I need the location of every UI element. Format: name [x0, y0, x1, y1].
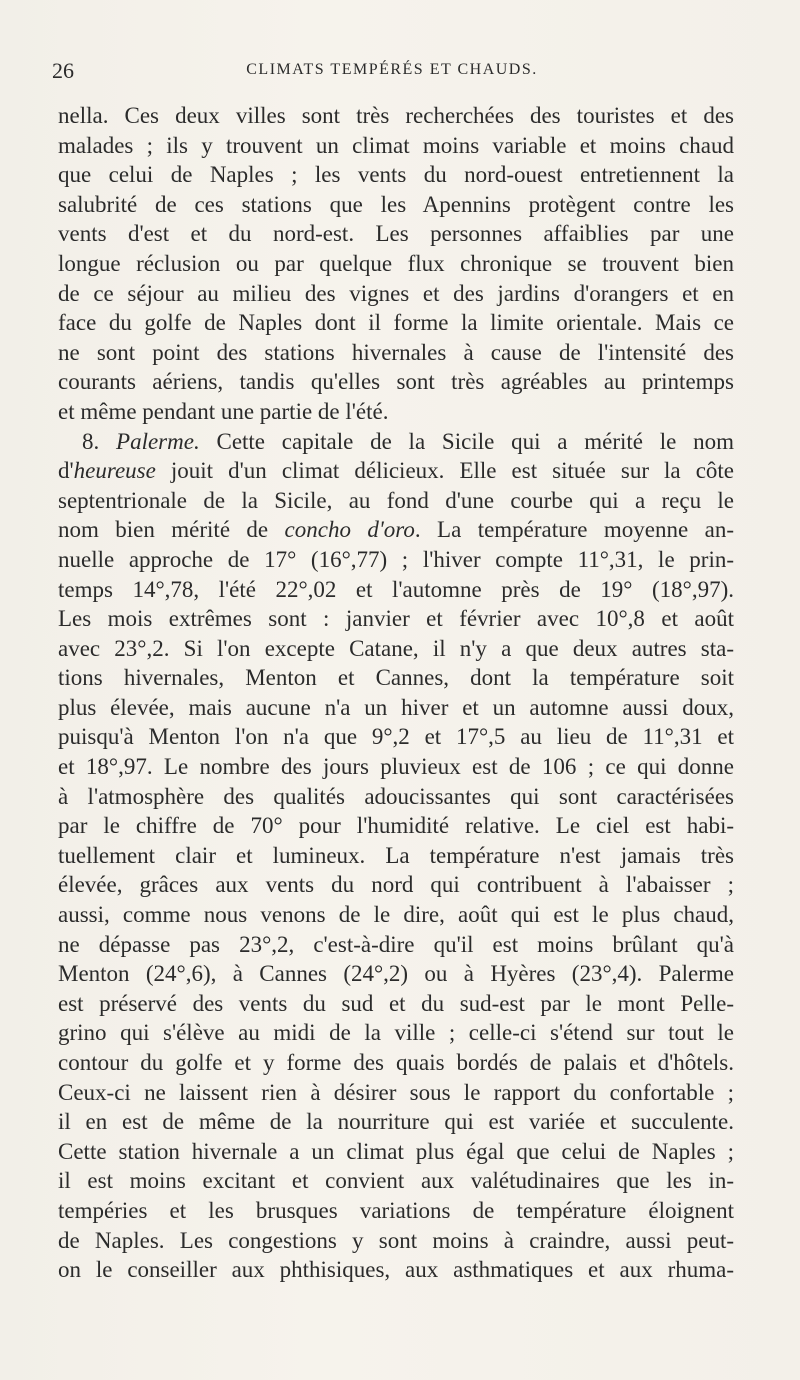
- text-line: par le chiffre de 70° pour l'humidité relative. Le ciel est habi-: [58, 813, 734, 839]
- text-line: tions hivernales, Menton et Cannes, dont la température soit: [58, 665, 734, 691]
- text-line: est préservé des vents du sud et du sud-est par le mont Pelle-: [58, 990, 734, 1016]
- section-title-italic: Palerme.: [116, 428, 200, 454]
- text-line: tempéries et les brusques variations de température éloignent: [58, 1197, 734, 1223]
- text-line: aussi, comme nous venons de le dire, août qui est le plus chaud,: [58, 902, 734, 928]
- text-run: jouit d'un climat délicieux. Elle est située sur la côte: [155, 458, 734, 484]
- page-number: 26: [52, 58, 74, 83]
- text-line: et 18°,97. Le nombre des jours pluvieux est de 106 ; ce qui donne: [58, 754, 734, 780]
- text-run: . La température moyenne an-: [414, 517, 734, 543]
- text-line: septentrionale de la Sicile, au fond d'une courbe qui a reçu le: [58, 487, 734, 513]
- text-line: malades ; ils y trouvent un climat moins variable et moins chaud: [58, 132, 734, 158]
- page-header: [52, 58, 732, 88]
- italic-term: heureuse: [73, 458, 156, 484]
- text-line: tuellement clair et lumineux. La température n'est jamais très: [58, 842, 734, 868]
- text-line: grino qui s'élève au midi de la ville ; celle-ci s'étend sur tout le: [58, 1020, 734, 1046]
- text-run: 8.: [82, 428, 117, 454]
- italic-term: concho d'oro: [284, 517, 415, 543]
- text-line: puisqu'à Menton l'on n'a que 9°,2 et 17°,5 au lieu de 11°,31 et: [58, 724, 734, 750]
- text-line: [58, 515, 734, 545]
- text-line: de ce séjour au milieu des vignes et des jardins d'orangers et en: [58, 280, 734, 306]
- text-line: Ceux-ci ne laissent rien à désirer sous le rapport du confortable ;: [58, 1079, 734, 1105]
- text-line: Menton (24°,6), à Cannes (24°,2) ou à Hyères (23°,4). Palerme: [58, 961, 734, 987]
- text-line: Cette station hivernale a un climat plus égal que celui de Naples ;: [58, 1138, 734, 1164]
- body-text: [58, 101, 734, 1285]
- text-line: que celui de Naples ; les vents du nord-ouest entretiennent la: [58, 162, 734, 188]
- text-run: nom bien mérité de: [58, 517, 285, 543]
- text-line: il en est de même de la nourriture qui est variée et succulente.: [58, 1109, 734, 1135]
- text-line: plus élevée, mais aucune n'a un hiver et un automne aussi doux,: [58, 694, 734, 720]
- text-line: à l'atmosphère des qualités adoucissantes qui sont caractérisées: [58, 783, 734, 809]
- text-line: [58, 456, 734, 486]
- text-line: il est moins excitant et convient aux valétudinaires que les in-: [58, 1168, 734, 1194]
- text-line: face du golfe de Naples dont il forme la limite orientale. Mais ce: [58, 310, 734, 336]
- text-line: ne sont point des stations hivernales à cause de l'intensité des: [58, 339, 734, 365]
- text-line: nella. Ces deux villes sont très recherchées des touristes et des: [58, 103, 734, 128]
- text-line: de Naples. Les congestions y sont moins à craindre, aussi peut-: [58, 1227, 734, 1253]
- running-head: CLIMATS TEMPÉRÉS ET CHAUDS.: [246, 61, 538, 78]
- text-line: temps 14°,78, l'été 22°,02 et l'automne près de 19° (18°,97).: [58, 576, 734, 602]
- text-line: ne dépasse pas 23°,2, c'est-à-dire qu'il est moins brûlant qu'à: [58, 931, 734, 957]
- text-line: salubrité de ces stations que les Apennins protègent contre les: [58, 191, 734, 217]
- text-line: [58, 427, 734, 457]
- text-line: avec 23°,2. Si l'on excepte Catane, il n'y a que deux autres sta-: [58, 635, 734, 661]
- text-run: Cette capitale de la Sicile qui a mérité le nom: [199, 428, 735, 454]
- text-line: élevée, grâces aux vents du nord qui contribuent à l'abaisser ;: [58, 872, 734, 898]
- text-line: courants aériens, tandis qu'elles sont très agréables au printemps: [58, 369, 734, 395]
- text-line: Les mois extrêmes sont : janvier et février avec 10°,8 et août: [58, 606, 734, 632]
- text-line: vents d'est et du nord-est. Les personnes affaiblies par une: [58, 221, 734, 247]
- text-line: on le conseiller aux phthisiques, aux asthmatiques et aux rhuma-: [58, 1257, 734, 1283]
- text-line: nuelle approche de 17° (16°,77) ; l'hiver compte 11°,31, le prin-: [58, 546, 734, 572]
- text-run: d': [58, 458, 74, 484]
- text-line: et même pendant une partie de l'été.: [58, 398, 389, 424]
- text-line: contour du golfe et y forme des quais bordés de palais et d'hôtels.: [58, 1050, 734, 1075]
- text-line: longue réclusion ou par quelque flux chronique se trouvent bien: [58, 250, 734, 276]
